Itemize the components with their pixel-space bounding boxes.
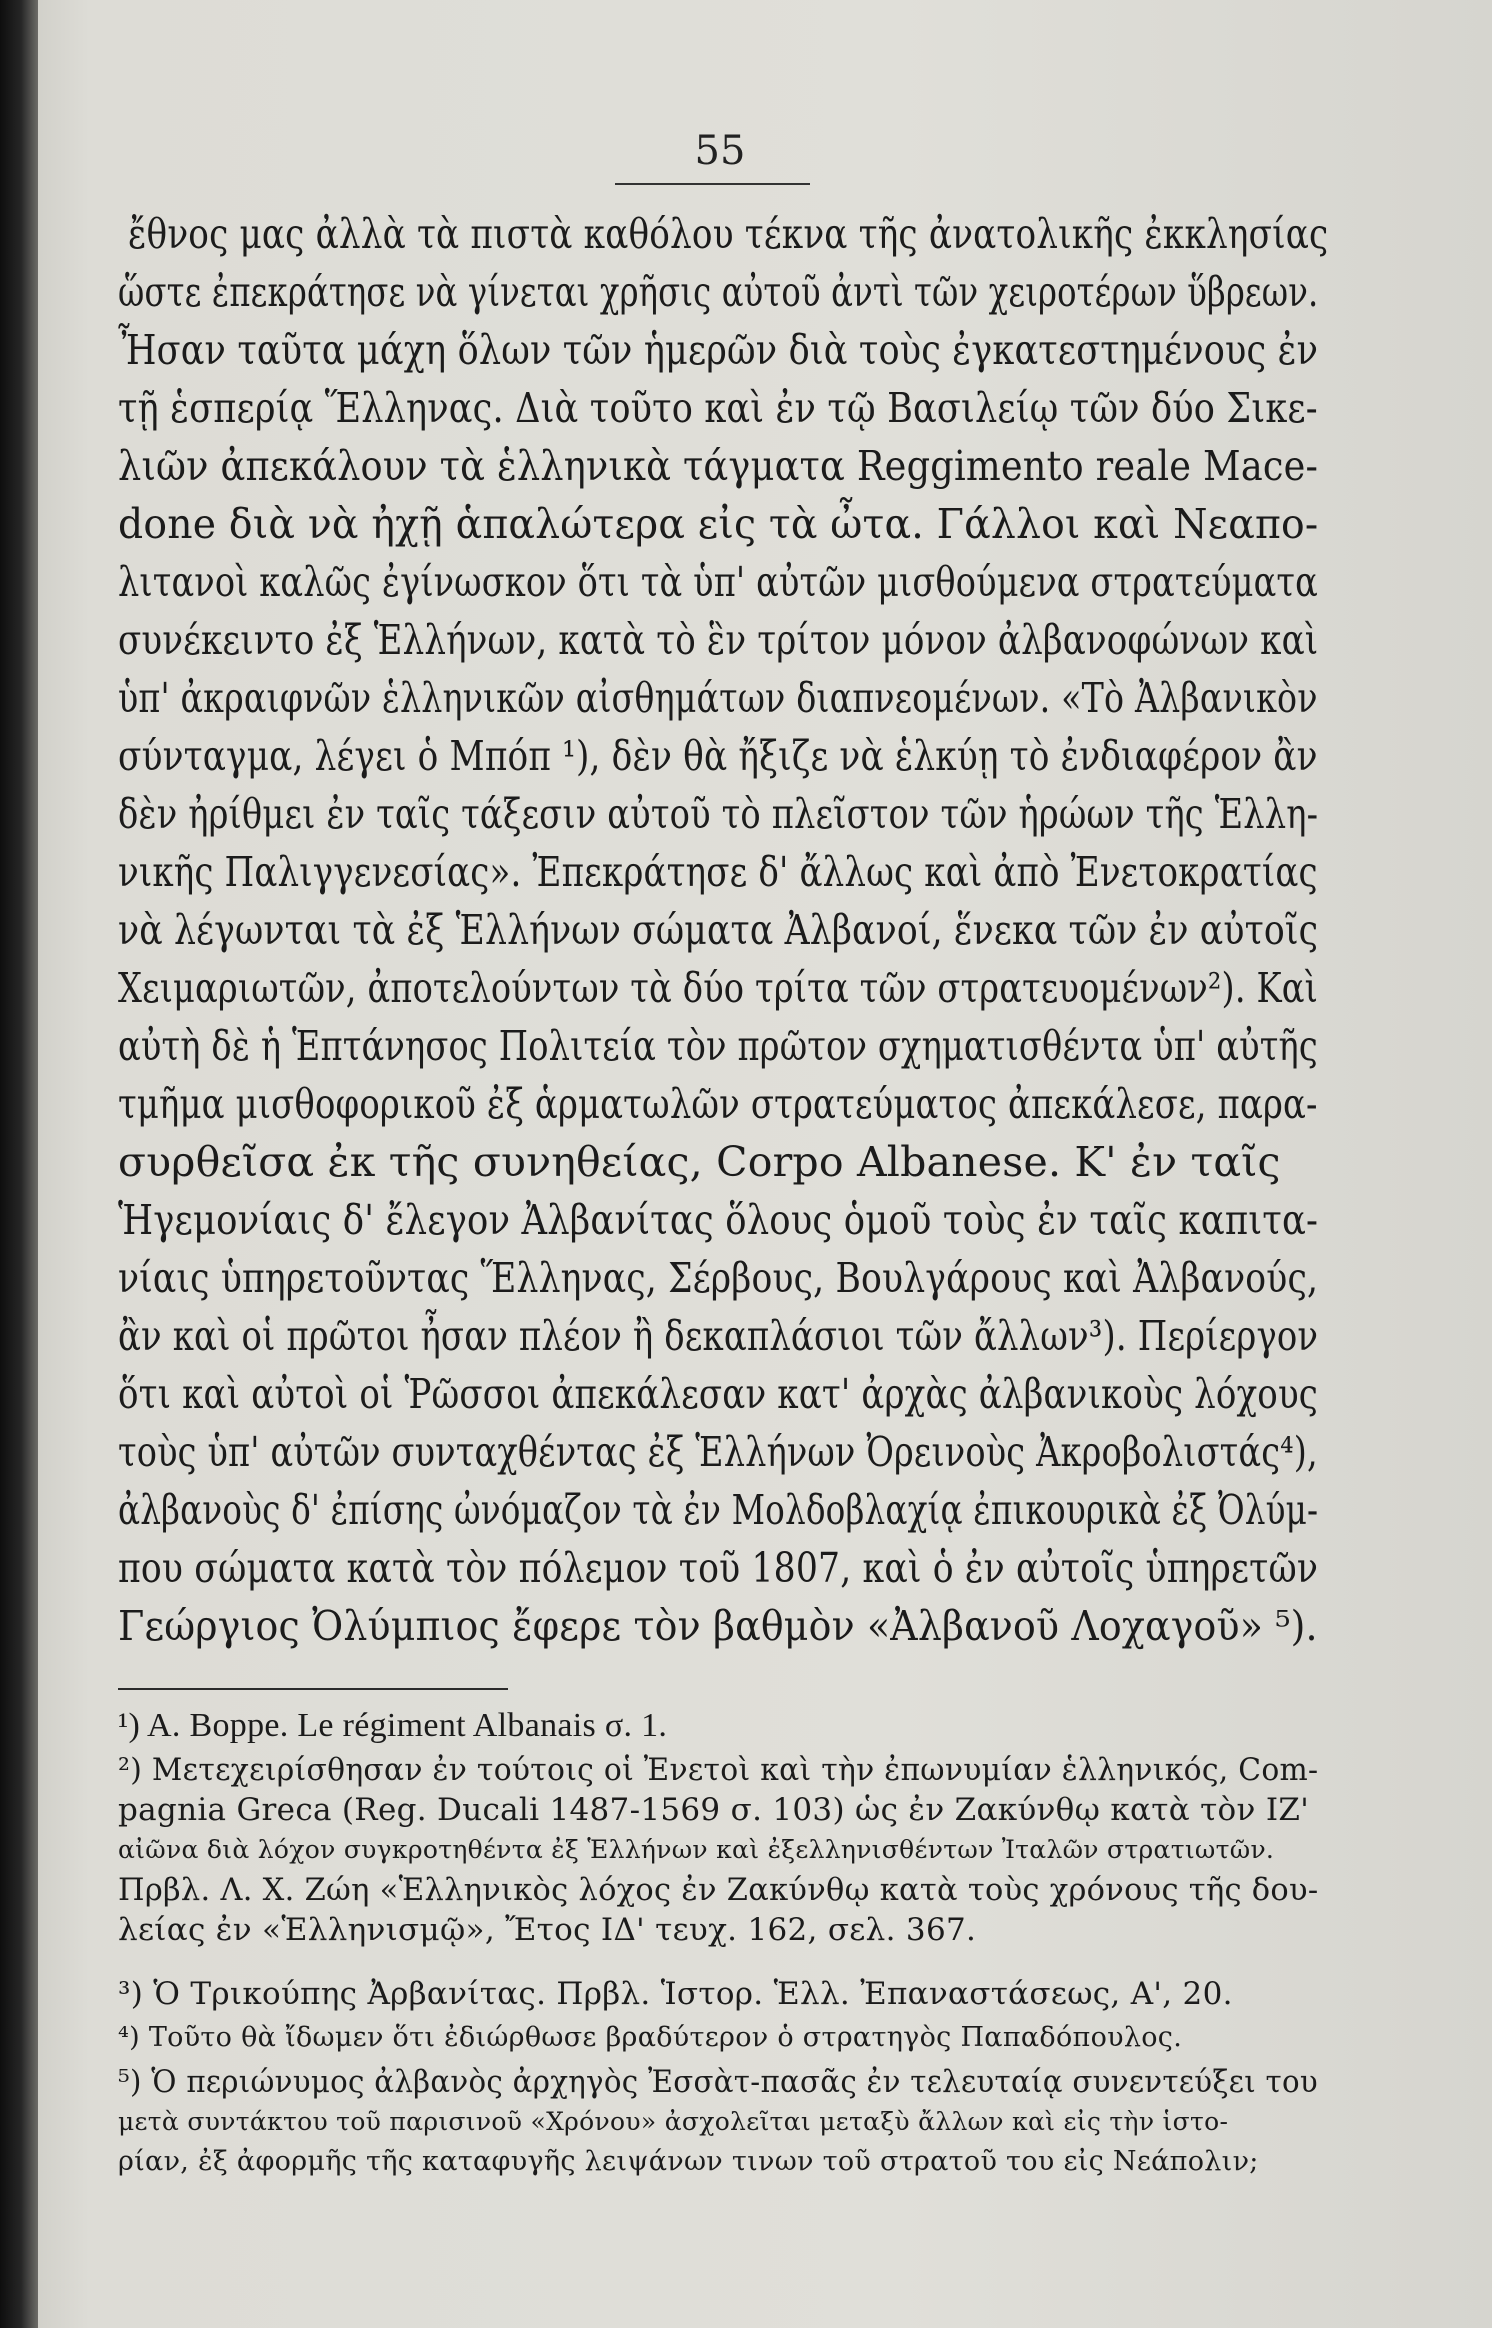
text-line: αὐτὴ δὲ ἡ Ἑπτάνησος Πολιτεία τὸν πρῶτον σχηματισθέντα ὑπ' αὐτῆς <box>118 1022 1318 1070</box>
text-line: Γεώργιος Ὀλύμπιος ἔφερε τὸν βαθμὸν «Ἀλβανοῦ Λοχαγοῦ» ⁵). <box>118 1602 1318 1650</box>
footnote-line: αἰῶνα διὰ λόχον συγκροτηθέντα ἐξ Ἑλλήνων καὶ ἐξελληνισθέντων Ἰταλῶν στρατιωτῶν. <box>118 1835 1275 1864</box>
text-line: ὑπ' ἀκραιφνῶν ἑλληνικῶν αἰσθημάτων διαπνεομένων. «Τὸ Ἀλβανικὸν <box>118 674 1318 722</box>
text-line: ὥστε ἐπεκράτησε νὰ γίνεται χρῆσις αὐτοῦ ἀντὶ τῶν χειροτέρων ὕβρεων. <box>118 268 1319 316</box>
text-line: λιτανοὶ καλῶς ἐγίνωσκον ὅτι τὰ ὑπ' αὐτῶν μισθούμενα στρατεύματα <box>118 558 1318 606</box>
footnote-line: Πρβλ. Λ. Χ. Ζώη «Ἑλληνικὸς λόχος ἐν Ζακύνθῳ κατὰ τοὺς χρόνους τῆς δου- <box>118 1872 1319 1908</box>
text-line: done διὰ νὰ ἠχῇ ἁπαλώτερα εἰς τὰ ὦτα. Γάλλοι καὶ Νεαπο- <box>118 500 1319 548</box>
footnote-line: ⁴) Τοῦτο θὰ ἴδωμεν ὅτι ἐδιώρθωσε βραδύτερον ὁ στρατηγὸς Παπαδόπουλος. <box>118 2022 1183 2053</box>
header-rule <box>615 183 810 185</box>
text-line: δὲν ἠρίθμει ἐν ταῖς τάξεσιν αὐτοῦ τὸ πλεῖστον τῶν ἡρώων τῆς Ἑλλη- <box>118 790 1319 838</box>
footnote-line: pagnia Greca (Reg. Ducali 1487-1569 σ. 103) ὡς ἐν Ζακύνθῳ κατὰ τὸν ΙΖ' <box>118 1792 1310 1828</box>
footnote-line: ⁵) Ὁ περιώνυμος ἀλβανὸς ἀρχηγὸς Ἐσσὰτ-πασᾶς ἐν τελευταίᾳ συνεντεύξει του <box>118 2064 1318 2100</box>
text-line: Χειμαριωτῶν, ἀποτελούντων τὰ δύο τρίτα τῶν στρατευομένων²). Καὶ <box>118 964 1319 1012</box>
text-line: νίαις ὑπηρετοῦντας Ἕλληνας, Σέρβους, Βουλγάρους καὶ Ἀλβανούς, <box>118 1254 1319 1302</box>
text-line: νὰ λέγωνται τὰ ἐξ Ἑλλήνων σώματα Ἀλβανοί, ἕνεκα τῶν ἐν αὐτοῖς <box>118 906 1319 954</box>
footnote-line: μετὰ συντάκτου τοῦ παρισινοῦ «Χρόνου» ἀσχολεῖται μεταξὺ ἄλλων καὶ εἰς τὴν ἱστο- <box>118 2107 1229 2136</box>
text-line: ἀλβανοὺς δ' ἐπίσης ὠνόμαζον τὰ ἐν Μολδοβλαχίᾳ ἐπικουρικὰ ἐξ Ὀλύμ- <box>118 1486 1319 1534</box>
footnote-line: ²) Μετεχειρίσθησαν ἐν τούτοις οἱ Ἐνετοὶ καὶ τὴν ἐπωνυμίαν ἑλληνικός, Com- <box>118 1752 1319 1788</box>
footnote-line: λείας ἐν «Ἑλληνισμῷ», Ἔτος ΙΔ' τευχ. 162, σελ. 367. <box>118 1912 977 1948</box>
footnote-line: ³) Ὁ Τρικούπης Ἀρβανίτας. Πρβλ. Ἱστορ. Ἑλλ. Ἐπαναστάσεως, Α', 20. <box>118 1976 1233 2012</box>
text-line: ὅτι καὶ αὐτοὶ οἱ Ῥῶσσοι ἀπεκάλεσαν κατ' ἀρχὰς ἀλβανικοὺς λόχους <box>118 1370 1319 1418</box>
book-spine-shadow <box>0 0 38 2328</box>
text-line: νικῆς Παλιγγενεσίας». Ἐπεκράτησε δ' ἄλλως καὶ ἀπὸ Ἐνετοκρατίας <box>118 848 1318 896</box>
text-line: τῇ ἑσπερίᾳ Ἕλληνας. Διὰ τοῦτο καὶ ἐν τῷ Βασιλείῳ τῶν δύο Σικε- <box>118 384 1318 432</box>
text-line: τοὺς ὑπ' αὐτῶν συνταχθέντας ἐξ Ἑλλήνων Ὀρεινοὺς Ἀκροβολιστάς⁴), <box>118 1428 1318 1476</box>
text-line: που σώματα κατὰ τὸν πόλεμον τοῦ 1807, καὶ ὁ ἐν αὐτοῖς ὑπηρετῶν <box>118 1544 1319 1592</box>
page-number: 55 <box>694 128 746 174</box>
footnote-line: ¹) A. Boppe. Le régiment Albanais σ. 1. <box>118 1707 668 1744</box>
footnote-rule <box>118 1688 508 1690</box>
text-line: λιῶν ἀπεκάλουν τὰ ἑλληνικὰ τάγματα Reggimento reale Mace- <box>118 442 1319 490</box>
footnote-line: ρίαν, ἐξ ἀφορμῆς τῆς καταφυγῆς λειψάνων τινων τοῦ στρατοῦ του εἰς Νεάπολιν; <box>118 2146 1259 2177</box>
text-line: σύνταγμα, λέγει ὁ Μπόπ ¹), δὲν θὰ ἤξιζε νὰ ἑλκύῃ τὸ ἐνδιαφέρον ἂν <box>118 732 1318 780</box>
text-line: Ἦσαν ταῦτα μάχη ὅλων τῶν ἡμερῶν διὰ τοὺς ἐγκατεστημένους ἐν <box>118 326 1319 374</box>
text-line: συρθεῖσα ἐκ τῆς συνηθείας, Corpo Albanese. Κ' ἐν ταῖς <box>118 1138 1281 1186</box>
text-line: συνέκειντο ἐξ Ἑλλήνων, κατὰ τὸ ἓν τρίτον μόνον ἀλβανοφώνων καὶ <box>118 616 1319 664</box>
text-line: ἂν καὶ οἱ πρῶτοι ἦσαν πλέον ἢ δεκαπλάσιοι τῶν ἄλλων³). Περίεργον <box>118 1312 1319 1360</box>
text-line: Ἡγεμονίαις δ' ἔλεγον Ἀλβανίτας ὅλους ὁμοῦ τοὺς ἐν ταῖς καπιτα- <box>118 1196 1319 1244</box>
text-line: ἔθνος μας ἀλλὰ τὰ πιστὰ καθόλου τέκνα τῆς ἀνατολικῆς ἐκκλησίας <box>128 210 1329 258</box>
text-line: τμῆμα μισθοφορικοῦ ἐξ ἁρματωλῶν στρατεύματος ἀπεκάλεσε, παρα- <box>118 1080 1318 1128</box>
